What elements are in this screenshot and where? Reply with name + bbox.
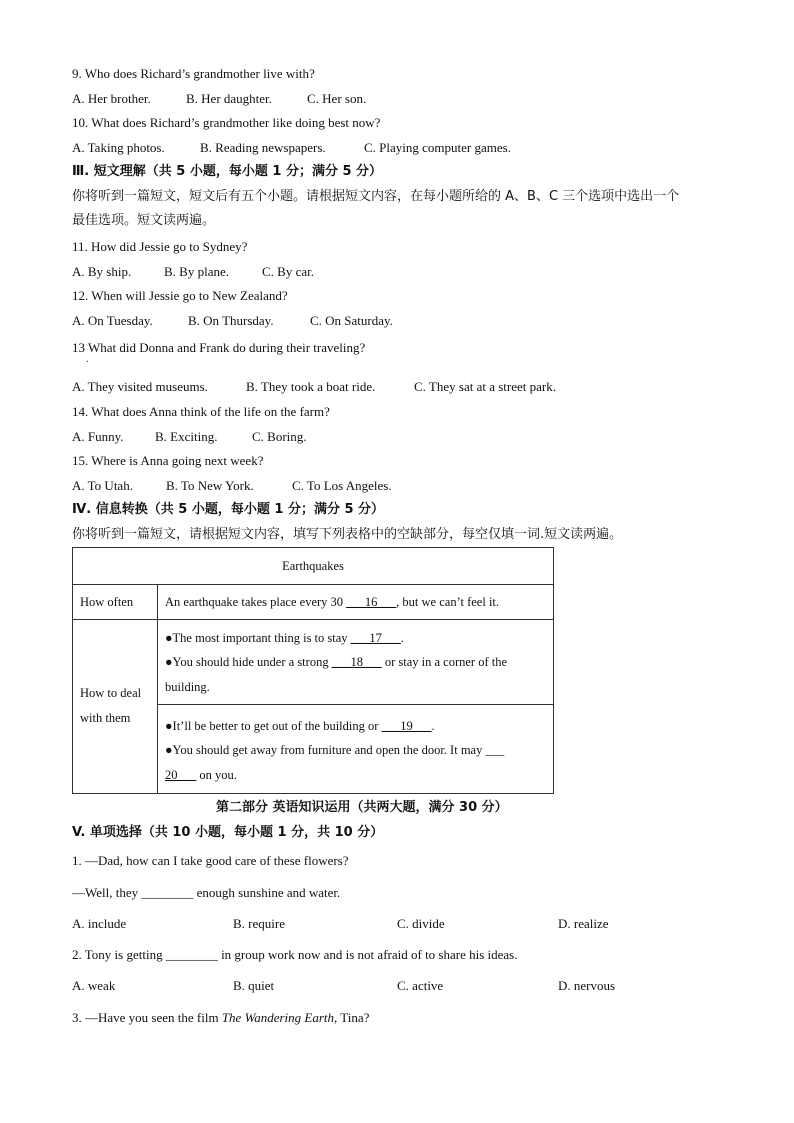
row-label-how-often: How often xyxy=(80,595,134,609)
bullet-18-continued: building. xyxy=(165,680,210,694)
sc1-option-c: C. divide xyxy=(397,916,445,931)
sc2-option-c: C. active xyxy=(397,978,444,993)
sc1-option-b: B. require xyxy=(233,916,285,931)
bullet-17-prefix: ●The most important thing is to stay xyxy=(165,631,351,645)
blank-19: ___19___ xyxy=(381,719,432,733)
sc-question-3-stem xyxy=(72,1010,369,1026)
bullet-19-prefix: ●It’ll be better to get out of the building or xyxy=(165,719,382,733)
sc2-option-b: B. quiet xyxy=(233,978,275,993)
q11-option-c: C. By car. xyxy=(262,264,314,279)
table-divider xyxy=(157,584,158,793)
table-divider xyxy=(73,619,553,620)
section-3-instruction-line1: 你将听到一篇短文，短文后有五个小题。请根据短文内容，在每小题所给的 A、B、C 三个选项中选出一个 xyxy=(72,189,680,204)
sc-question-2-stem: 2. Tony is getting ________ in group work now and is not afraid of to share his ideas. xyxy=(72,947,518,962)
sc1-option-d: D. realize xyxy=(558,916,609,931)
bullet-17 xyxy=(165,630,404,646)
q10-option-c: C. Playing computer games. xyxy=(364,140,511,155)
bullet-19-suffix: . xyxy=(431,719,435,733)
q13-option-a: A. They visited museums. xyxy=(72,379,208,394)
q15-option-c: C. To Los Angeles. xyxy=(292,478,392,493)
row-label-how-to-deal-line1: How to deal xyxy=(80,686,142,700)
film-title: The Wandering Earth xyxy=(221,1010,335,1025)
table-divider xyxy=(157,704,553,705)
earthquakes-table xyxy=(72,547,554,794)
q9-option-a: A. Her brother. xyxy=(72,91,151,106)
question-9-stem: 9. Who does Richard’s grandmother live with? xyxy=(72,66,315,81)
sc1-option-a: A. include xyxy=(72,916,127,931)
q9-option-c: C. Her son. xyxy=(307,91,367,106)
section-4-title: Ⅳ. 信息转换（共 5 小题，每小题 1 分；满分 5 分） xyxy=(72,502,385,517)
table-title: Earthquakes xyxy=(282,559,344,573)
bullet-18 xyxy=(165,654,507,670)
q15-option-a: A. To Utah. xyxy=(72,478,133,493)
row-label-how-to-deal-line2: with them xyxy=(80,711,131,725)
question-13-stem: 13 What did Donna and Frank do during their traveling? xyxy=(72,340,366,355)
q11-option-b: B. By plane. xyxy=(164,264,229,279)
sc-question-1-stem: 1. —Dad, how can I take good care of these flowers? xyxy=(72,853,349,868)
row1-text xyxy=(165,594,499,610)
section-3-instruction-line2: 最佳选项。短文读两遍。 xyxy=(72,213,216,228)
stray-mark: . xyxy=(86,354,89,365)
sc3-stem-suffix: , Tina? xyxy=(334,1010,370,1025)
sc-question-1-stem-line2: —Well, they ________ enough sunshine and water. xyxy=(72,885,341,900)
section-3-title: Ⅲ. 短文理解（共 5 小题，每小题 1 分；满分 5 分） xyxy=(72,164,383,179)
section-5-title: V. 单项选择（共 10 小题，每小题 1 分，共 10 分） xyxy=(72,825,384,840)
q14-option-c: C. Boring. xyxy=(252,429,307,444)
bullet-20-suffix: on you. xyxy=(196,768,237,782)
bullet-18-suffix: or stay in a corner of the xyxy=(381,655,508,669)
row1-prefix: An earthquake takes place every 30 xyxy=(165,595,347,609)
q10-option-b: B. Reading newspapers. xyxy=(200,140,326,155)
q15-option-b: B. To New York. xyxy=(166,478,254,493)
q11-option-a: A. By ship. xyxy=(72,264,132,279)
bullet-19 xyxy=(165,718,435,734)
q13-option-b: B. They took a boat ride. xyxy=(246,379,376,394)
q14-option-a: A. Funny. xyxy=(72,429,124,444)
sc3-stem-prefix: 3. —Have you seen the film xyxy=(72,1010,222,1025)
sc2-option-d: D. nervous xyxy=(558,978,616,993)
part-2-title: 第二部分 英语知识运用（共两大题，满分 30 分） xyxy=(216,800,508,815)
q9-option-b: B. Her daughter. xyxy=(186,91,272,106)
question-14-stem: 14. What does Anna think of the life on the farm? xyxy=(72,404,330,419)
table-divider xyxy=(73,584,553,585)
question-12-stem: 12. When will Jessie go to New Zealand? xyxy=(72,288,288,303)
question-10-stem: 10. What does Richard’s grandmother like doing best now? xyxy=(72,115,381,130)
bullet-20: ●You should get away from furniture and open the door. It may ___ xyxy=(165,743,505,757)
bullet-17-suffix: . xyxy=(400,631,404,645)
sc2-option-a: A. weak xyxy=(72,978,116,993)
blank-20: 20___ xyxy=(165,768,197,782)
q12-option-b: B. On Thursday. xyxy=(188,313,274,328)
q12-option-c: C. On Saturday. xyxy=(310,313,393,328)
blank-16: ___16___ xyxy=(346,595,397,609)
row1-suffix: , but we can’t feel it. xyxy=(396,595,500,609)
bullet-20-continued xyxy=(165,767,237,783)
question-15-stem: 15. Where is Anna going next week? xyxy=(72,453,264,468)
section-4-instruction: 你将听到一篇短文，请根据短文内容，填写下列表格中的空缺部分，每空仅填一词.短文读两遍。 xyxy=(72,527,623,542)
question-11-stem: 11. How did Jessie go to Sydney? xyxy=(72,239,248,254)
q10-option-a: A. Taking photos. xyxy=(72,140,165,155)
blank-17: ___17___ xyxy=(350,631,401,645)
q13-option-c: C. They sat at a street park. xyxy=(414,379,556,394)
bullet-18-prefix: ●You should hide under a strong xyxy=(165,655,332,669)
blank-18: ___18___ xyxy=(331,655,382,669)
q12-option-a: A. On Tuesday. xyxy=(72,313,153,328)
q14-option-b: B. Exciting. xyxy=(155,429,218,444)
